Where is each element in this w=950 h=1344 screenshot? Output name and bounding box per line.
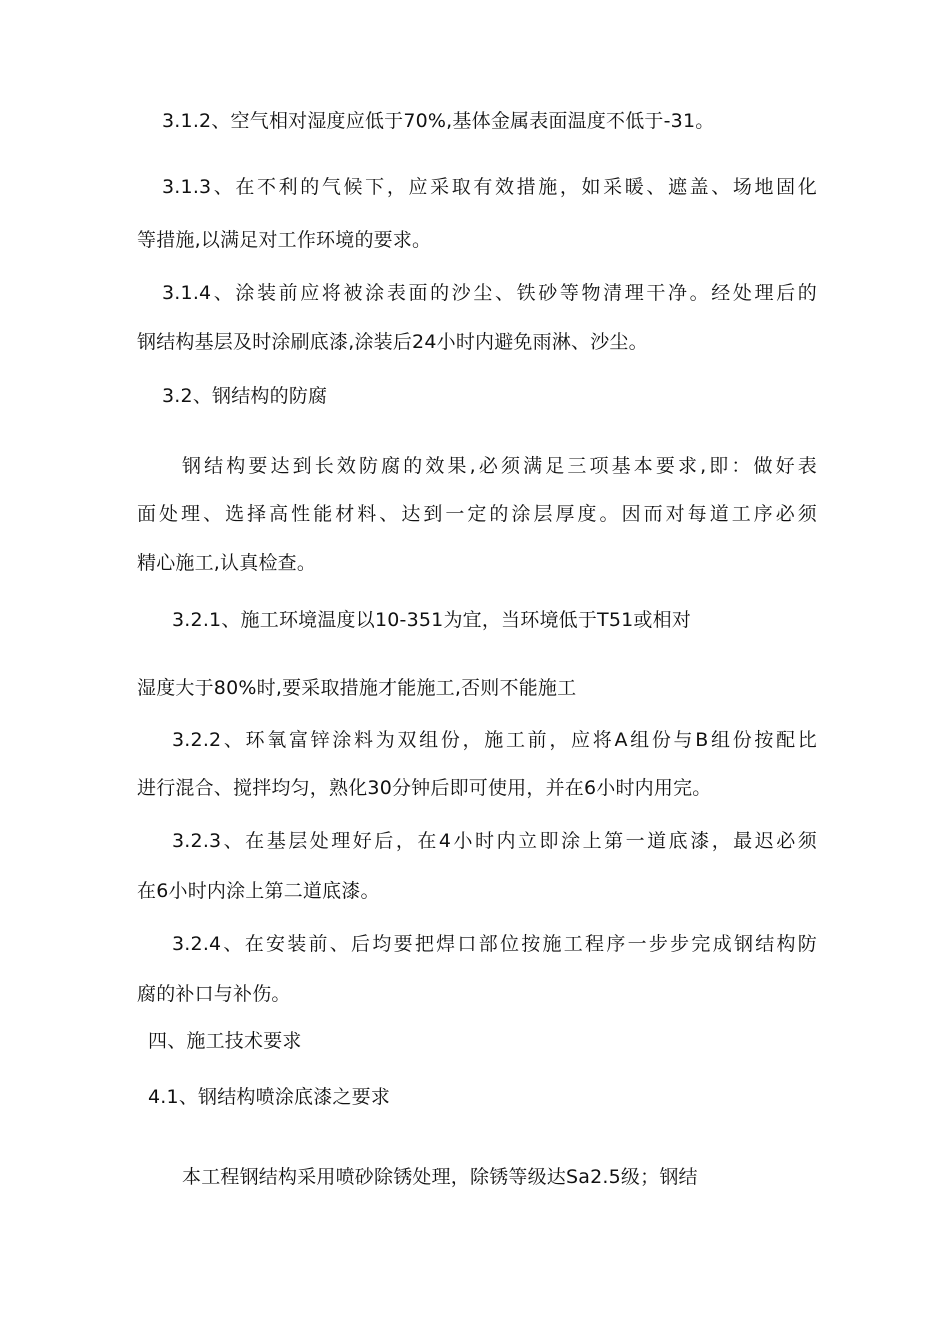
text-line: 面处理、选择高性能材料、达到一定的涂层厚度。因而对每道工序必须 xyxy=(137,503,817,525)
text-line: 钢结构基层及时涂刷底漆,涂装后24小时内避免雨淋、沙尘。 xyxy=(137,331,648,353)
text-line: 湿度大于80%时,要采取措施才能施工,否则不能施工 xyxy=(137,677,577,699)
text-line: 等措施,以满足对工作环境的要求。 xyxy=(137,229,432,251)
text-line: 钢结构要达到长效防腐的效果,必须满足三项基本要求,即：做好表 xyxy=(182,455,817,477)
section-heading: 四、施工技术要求 xyxy=(148,1030,302,1052)
text-line: 3.1.3、在不利的气候下，应采取有效措施，如采暖、遮盖、场地固化 xyxy=(162,176,817,198)
text-line: 3.2.1、施工环境温度以10-351为宜，当环境低于T51或相对 xyxy=(172,609,692,631)
text-line: 在6小时内涂上第二道底漆。 xyxy=(137,880,380,902)
text-line: 进行混合、搅拌均匀，熟化30分钟后即可使用，并在6小时内用完。 xyxy=(137,777,712,799)
text-line: 3.2.3、在基层处理好后，在4小时内立即涂上第一道底漆，最迟必须 xyxy=(172,830,817,852)
text-line: 精心施工,认真检查。 xyxy=(137,552,317,574)
text-line: 3.1.4、涂装前应将被涂表面的沙尘、铁砂等物清理干净。经处理后的 xyxy=(162,282,817,304)
text-line: 本工程钢结构采用喷砂除锈处理，除锈等级达Sa2.5级；钢结 xyxy=(182,1166,698,1188)
section-heading: 4.1、钢结构喷涂底漆之要求 xyxy=(148,1086,391,1108)
text-line: 3.2.4、在安装前、后均要把焊口部位按施工程序一步步完成钢结构防 xyxy=(172,933,817,955)
text-line: 3.1.2、空气相对湿度应低于70%,基体金属表面温度不低于-31。 xyxy=(162,110,715,132)
text-line: 腐的补口与补伤。 xyxy=(137,983,291,1005)
text-line: 3.2.2、环氧富锌涂料为双组份，施工前，应将A组份与B组份按配比 xyxy=(172,729,817,751)
section-heading: 3.2、钢结构的防腐 xyxy=(162,385,328,407)
